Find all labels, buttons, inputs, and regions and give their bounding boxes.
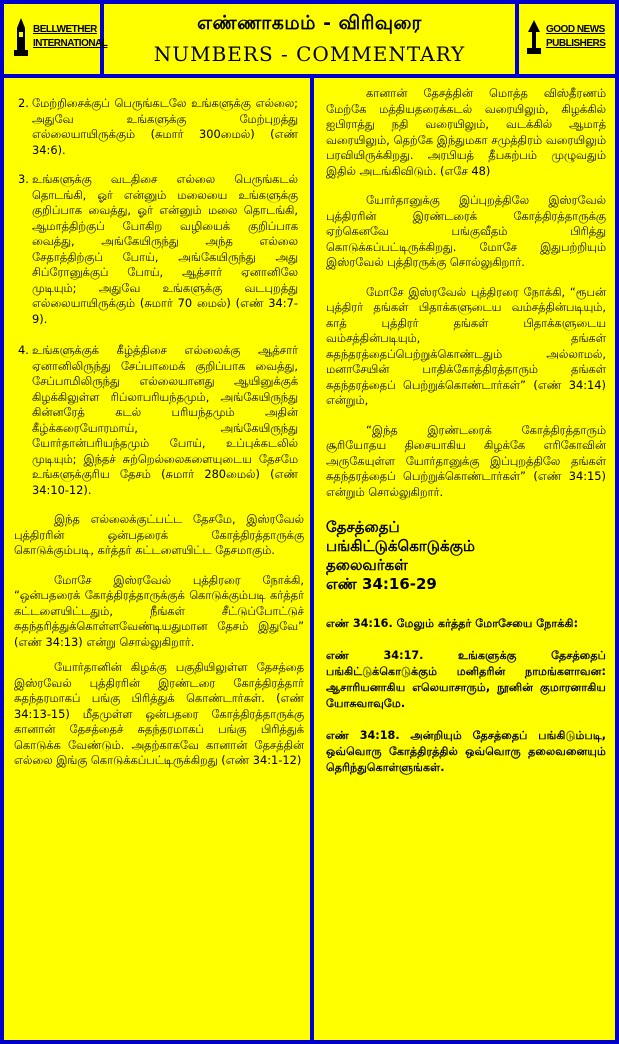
title-block <box>108 4 511 74</box>
list-text: மேற்றிசைக்குப் பெருங்கடலே உங்களுக்கு எல்லை; அதுவே உங்களுக்கு மேற்புறத்து எல்லையாயிருக்கும் (சுமார் 300மைல்) (எண் 34:6). <box>32 96 298 157</box>
list-item-2 <box>18 96 298 158</box>
section-title <box>326 518 606 594</box>
logo-right-line1: GOOD NEWS <box>546 24 605 35</box>
paragraph: மோசே இஸ்ரவேல் புத்திரரை நோக்கி, “ரூபன் புத்திரர் தங்கள் பிதாக்களுடைய வம்சத்தின்படியும், காத் புத்திரர் தங்கள் பிதாக்களுடைய வம்சத்தின்படியும், தங்கள் சுதந்தரத்தைப்பெற்றுக்கொண்டதும் அல்லாமல், மனாசேயின் பாதிக்கோத்திரத்தாரும் தங்கள் சுதந்தரத்தைப் பெற்றுக்கொண்டார்கள்” (எண் 34:14) என்றும், <box>326 284 606 407</box>
list-number: 2. <box>18 96 29 110</box>
logo-left-line2: INTERNATIONAL <box>33 38 108 49</box>
paragraph: யோர்தானுக்கு இப்புறத்திலே இஸ்ரவேல் புத்திரரின் இரண்டரைக் கோத்திரத்தாருக்கு ஏற்கெனவே பங்குவீதம் பிரித்து கொடுக்கப்பட்டிருக்கிறது. மோசே இதுபற்றியும் இஸ்ரவேல் புத்திரருக்கு சொல்லுகிறார். <box>326 193 606 269</box>
verse-paragraph: எண் 34:17. உங்களுக்கு தேசத்தைப் பங்கிட்டுக்கொடுக்கும் மனிதரின் நாமங்களாவன: ஆசாரியனாகிய எலெயாசாரும், நூனின் குமாரனாகிய யோசுவாவுமே. <box>326 649 606 710</box>
list-item-4 <box>18 343 298 498</box>
list-number: 4. <box>18 343 29 357</box>
column-divider <box>310 78 314 1044</box>
logo-left-line1: BELLWETHER <box>33 24 97 35</box>
bellwether-logo <box>4 4 108 74</box>
title-tamil: எண்ணாகமம் - விரிவுரை <box>197 12 422 34</box>
paragraph: மோசே இஸ்ரவேல் புத்திரரை நோக்கி, “ஒன்பதரைக் கோத்திரத்தாருக்குக் கொடுக்கும்படி கர்த்தர் கட்டளையிட்டதும், நீங்கள் சீட்டுப்போட்டுச் சுதந்தரித்துக்கொள்ளவேண்டியதுமான தேசம் இதுவே” (எண் 34:13) என்று சொல்லுகிறார். <box>14 572 304 649</box>
left-column <box>14 82 304 769</box>
paragraph: “இந்த இரண்டரைக் கோத்திரத்தாரும் சூரியோதய திசையாகிய கிழக்கே எரிகோவின் அருகேயுள்ள யோர்தானுக்கு இப்புறத்திலே தங்கள் சுதந்தரத்தைப் பெற்றுக்கொண்டார்கள்” (எண் 34:15) என்றும் சொல்லுகிறார். <box>326 422 606 499</box>
list-text: உங்களுக்குக் கீழ்த்திசை எல்லைக்கு ஆத்சார் ஏனானிலிருந்து சேப்பாமைக் குறிப்பாக வைத்து, சேப்பாமிலிருந்து எல்லையானது ஆயினுக்குக் கிழக்கிலுள்ள ரிப்லாபரியந்தமும், அங்கேயிருந்து கின்னரேத் கடல் பரியந்தமும் அதின் கீழ்க்கரையோரமாய், அங்கேயிருந்து யோர்தான்பரியந்தமும் போய், உப்புக்கடலில் முடியும்; இந்தச் சுற்றெல்லைகளையுடைய தேசமே உங்களுக்குரிய தேசம் (சுமார் 280மைல்) (எண் 34:10-12). <box>32 343 298 497</box>
right-column <box>326 82 606 776</box>
logo-right-line2: PUBLISHERS <box>546 38 606 49</box>
paragraph: யோர்தானின் கிழக்கு பகுதியிலுள்ள தேசத்தை இஸ்ரவேல் புத்திரரின் இரண்டரை கோத்திரத்தார் சுதந்தரமாகப் பங்கு பிரித்துக் கொண்டார்கள். (எண் 34:13-15) மீதமுள்ள ஒன்பதரை கோத்திரத்தாருக்கு கானான் தேசத்தைச் சுதந்தரமாகப் பங்கு பிரித்துக் கொடுக்க வேண்டும். அதற்காகவே கானான் தேசத்தின் எல்லை இங்கு கொடுக்கப்பட்டிருக்கிறது (எண் 34:1-12) <box>14 660 304 767</box>
title-english: NUMBERS - COMMENTARY <box>153 42 466 66</box>
paragraph: கானான் தேசத்தின் மொத்த விஸ்தீரணம் மேற்கே மத்தியதரைக்கடல் வரையிலும், கிழக்கில் ஐபிராத்து நதி வரையிலும், வடக்கில் ஆமாத் வரையிலும், தெற்கே இந்துமகா சமுத்திரம் வரையிலும் பரவியிருக்கிறது. அரபியத் தீபகற்பம் முழுவதும் இதில் அடங்கிவிடும். (எசே 48) <box>326 86 606 178</box>
verse-paragraph: எண் 34:18. அன்றியும் தேசத்தைப் பங்கிடும்படி, ஒவ்வொரு கோத்திரத்தில் ஒவ்வொரு தலைவனையும் தெரிந்துகொள்ளுங்கள். <box>326 729 606 774</box>
section-title-line: தலைவர்கள் <box>326 556 408 574</box>
section-title-line: தேசத்தைப் <box>326 518 400 536</box>
bell-tower-icon <box>12 18 30 56</box>
good-news-logo <box>515 4 615 74</box>
list-item-3 <box>18 172 298 327</box>
section-title-line: எண் 34:16-29 <box>326 575 437 593</box>
page-header <box>4 4 615 78</box>
list-number: 3. <box>18 172 29 186</box>
paragraph: இந்த எல்லைக்குட்பட்ட தேசமே, இஸ்ரவேல் புத்திரரின் ஒன்பதரைக் கோத்திரத்தாருக்கு கொடுக்கும்படி, கர்த்தர் கட்டளையிட்ட தேசமாகும். <box>14 512 304 557</box>
lamp-icon <box>525 18 543 56</box>
section-title-line: பங்கிட்டுக்கொடுக்கும் <box>326 537 475 555</box>
verse-paragraph: எண் 34:16. மேலும் கர்த்தர் மோசேயை நோக்கி: <box>326 617 579 630</box>
list-text: உங்களுக்கு வடதிசை எல்லை பெருங்கடல் தொடங்கி, ஓர் என்னும் மலையை உங்களுக்கு குறிப்பாக வைத்து, ஓர் என்னும் மலை தொடங்கி, ஆமாத்திற்குப் போகிற வழியைக் குறிப்பாக வைத்து, அங்கேயிருந்து அந்த எல்லை சேதாத்திற்குப் போய், அங்கேயிருந்து அது சிப்ரோனுக்குப் போய், ஆத்சார் ஏனானிலே முடியும்; அதுவே உங்களுக்கு வடபுறத்து எல்லையாயிருக்கும் (சுமார் 70 மைல்) (எண் 34:7-9). <box>32 172 298 326</box>
